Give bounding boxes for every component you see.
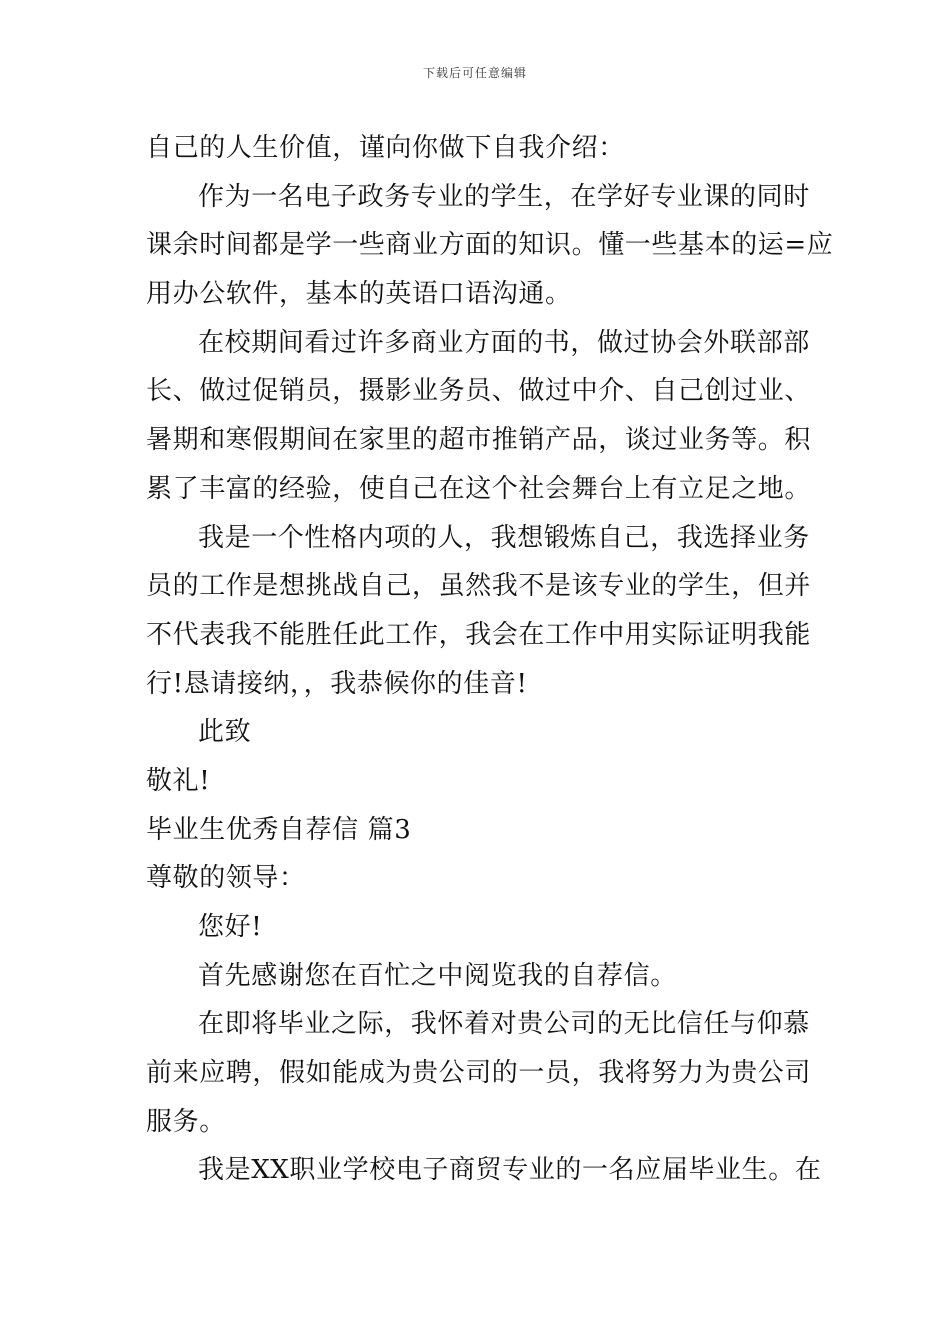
text-line: 课余时间都是学一些商业方面的知识。懂一些基本的运=应	[146, 230, 834, 261]
text-line: 我是一个性格内项的人，我想锻炼自己，我选择业务	[198, 522, 810, 553]
text-line: 用办公软件，基本的英语口语沟通。	[146, 279, 572, 310]
text-line: 暑期和寒假期间在家里的超市推销产品，谈过业务等。积	[146, 425, 812, 456]
salutation: 尊敬的领导：	[146, 863, 306, 894]
page-header: 下载后可任意编辑	[422, 66, 527, 80]
section-title: 毕业生优秀自荐信 篇3	[146, 814, 412, 845]
text-line: 行!恳请接纳，，我恭候你的佳音!	[146, 668, 528, 699]
text-line: 不代表我不能胜任此工作，我会在工作中用实际证明我能	[146, 619, 812, 650]
text-line: 在校期间看过许多商业方面的书，做过协会外联部部	[198, 327, 810, 358]
document-body	[146, 124, 834, 1195]
text-line: 员的工作是想挑战自己，虽然我不是该专业的学生，但并	[146, 571, 812, 602]
text-line: 累了丰富的经验，使自己在这个社会舞台上有立足之地。	[146, 473, 812, 504]
text-line: 长、做过促销员，摄影业务员、做过中介、自己创过业、	[146, 376, 812, 407]
closing-phrase: 此致	[198, 717, 252, 748]
text-line: 作为一名电子政务专业的学生，在学好专业课的同时	[198, 181, 810, 212]
greeting: 您好!	[198, 912, 263, 942]
text-line: 服务。	[146, 1106, 226, 1137]
text-line: 前来应聘，假如能成为贵公司的一员，我将努力为贵公司	[146, 1058, 812, 1089]
text-line: 首先感谢您在百忙之中阅览我的自荐信。	[198, 960, 677, 991]
closing-salute: 敬礼!	[146, 765, 211, 796]
text-line: 在即将毕业之际，我怀着对贵公司的无比信任与仰慕	[198, 1009, 810, 1040]
text-line: 自己的人生价值，谨向你做下自我介绍：	[146, 133, 625, 163]
text-line: 我是XX职业学校电子商贸专业的一名应届毕业生。在	[198, 1155, 822, 1186]
